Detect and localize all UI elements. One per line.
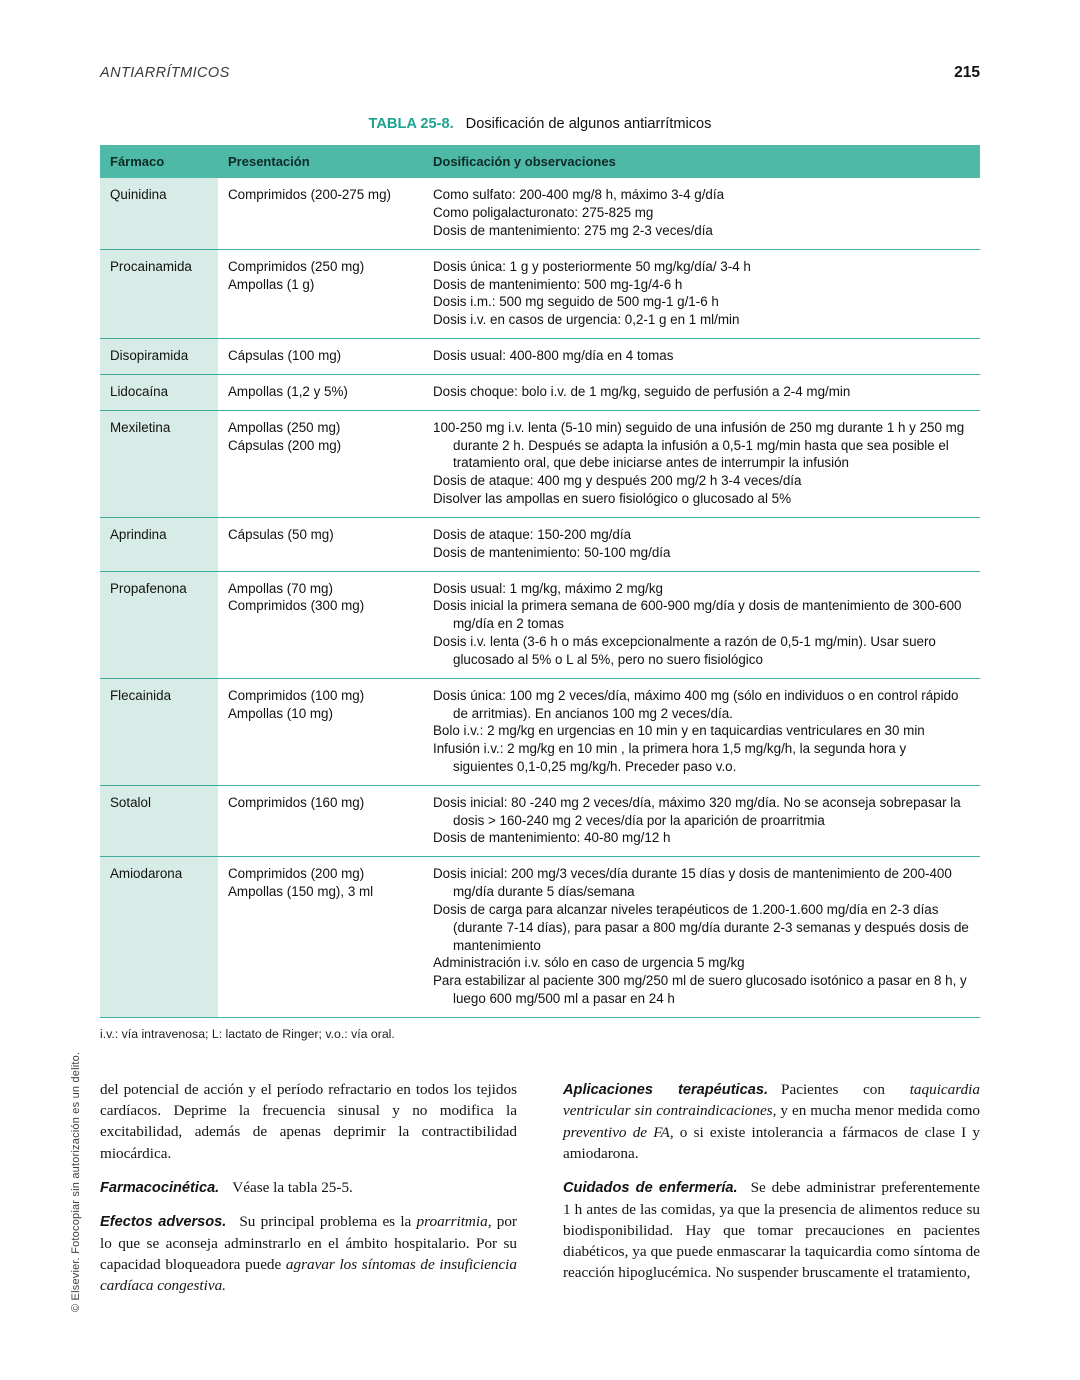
running-title: ANTIARRÍTMICOS [100, 65, 230, 81]
dosage-table [100, 145, 980, 1018]
dosage-line: Como sulfato: 200-400 mg/8 h, máximo 3-4 g/día [433, 187, 725, 203]
drug-name-cell: Sotalol [100, 785, 218, 856]
table-caption [100, 116, 980, 132]
presentation-line: Comprimidos (250 mg) [228, 258, 365, 274]
dosage-line: Administración i.v. sólo en caso de urgencia 5 mg/kg [433, 955, 745, 971]
dosage-line: Dosis de mantenimiento: 40-80 mg/12 h [433, 830, 671, 846]
italic-text: agravar los síntomas de insuficiencia cardíaca congestiva. [100, 1256, 517, 1295]
body-text-segment: y en mucha menor medida como [776, 1102, 981, 1120]
presentation-cell [218, 374, 423, 410]
dosage-line: Infusión i.v.: 2 mg/kg en 10 min , la primera hora 1,5 mg/kg/h, la segunda hora y siguientes 0,1-0,25 mg/kg/h. Preceder paso v.o. [433, 741, 907, 774]
dosage-line: Dosis inicial: 200 mg/3 veces/día durante 15 días y dosis de mantenimiento de 200-400 mg/día durante 5 días/semana [433, 866, 952, 900]
presentation-line: Ampollas (150 mg), 3 ml [228, 884, 374, 900]
dosage-line: Dosis usual: 400-800 mg/día en 4 tomas [433, 348, 674, 364]
body-text-segment: Véase la tabla 25-5. [232, 1179, 353, 1197]
table-row [100, 857, 980, 1018]
dosage-line: Dosis de mantenimiento: 500 mg-1g/4-6 h [433, 276, 683, 292]
dosage-cell [423, 178, 980, 249]
dosage-line: Dosis de mantenimiento: 50-100 mg/día [433, 544, 671, 560]
presentation-cell [218, 678, 423, 785]
drug-name-cell: Flecainida [100, 678, 218, 785]
presentation-cell [218, 339, 423, 375]
column-header-presentacion: Presentación [218, 145, 423, 178]
dosage-line: Dosis de ataque: 150-200 mg/día [433, 526, 632, 542]
table-header [100, 145, 980, 178]
page-header [100, 64, 980, 82]
column-header-dosificacion: Dosificación y observaciones [423, 145, 980, 178]
presentation-line: Comprimidos (200-275 mg) [228, 187, 391, 203]
table-label: TABLA 25-8. [368, 116, 454, 132]
dosage-line: Dosis inicial la primera semana de 600-900 mg/día y dosis de mantenimiento de 300-600 mg/día en 2 tomas [433, 598, 962, 632]
presentation-line: Ampollas (1,2 y 5%) [228, 383, 348, 399]
column-header-farmaco: Fármaco [100, 145, 218, 178]
paragraph [100, 1079, 517, 1164]
presentation-cell [218, 785, 423, 856]
table-row [100, 517, 980, 571]
paragraph [563, 1079, 980, 1164]
dosage-line: Dosis usual: 1 mg/kg, máximo 2 mg/kg [433, 580, 663, 596]
body-text-segment: Se debe administrar preferentemente 1 h antes de las comidas, ya que la presencia de alimentos reduce su biodisponibilidad. Hay que tomar precauciones en pacientes diabéticos, ya que puede enmascarar la taquicardia como síntoma de reacción hipoglucémica. No suspender bruscamente el tratamiento, [563, 1179, 980, 1282]
table-row [100, 785, 980, 856]
italic-text: proarritmia, [416, 1213, 492, 1231]
table-body [100, 178, 980, 1017]
paragraph [100, 1177, 517, 1198]
drug-name-cell: Disopiramida [100, 339, 218, 375]
table-row [100, 678, 980, 785]
table-row [100, 178, 980, 249]
table-row [100, 410, 980, 517]
table-row [100, 571, 980, 678]
body-text-segment: o si existe intolerancia a fármacos de clase I y amiodarona. [563, 1123, 980, 1162]
presentation-line: Comprimidos (100 mg) [228, 687, 365, 703]
presentation-line: Comprimidos (200 mg) [228, 866, 365, 882]
body-text-segment: del potencial de acción y el período refractario en todos los tejidos cardíacos. Deprime la frecuencia sinusal y no modifica la excitabilidad, además de apenas deprimir la contractibilidad miocárdica. [100, 1080, 517, 1162]
presentation-cell [218, 249, 423, 338]
presentation-line: Comprimidos (300 mg) [228, 598, 365, 614]
paragraph [563, 1177, 980, 1284]
dosage-cell [423, 785, 980, 856]
dosage-cell [423, 571, 980, 678]
dosage-line: Como poligalacturonato: 275-825 mg [433, 205, 654, 221]
body-text [100, 1079, 980, 1310]
dosage-line: Bolo i.v.: 2 mg/kg en urgencias en 10 min y en taquicardias ventriculares en 30 min [433, 723, 925, 739]
dosage-line: Dosis de ataque: 400 mg y después 200 mg/2 h 3-4 veces/día [433, 473, 802, 489]
dosage-line: Disolver las ampollas en suero fisiológico o glucosado al 5% [433, 491, 792, 507]
drug-name-cell: Procainamida [100, 249, 218, 338]
presentation-cell [218, 857, 423, 1018]
dosage-line: Dosis de mantenimiento: 275 mg 2-3 veces/día [433, 222, 713, 238]
dosage-cell [423, 339, 980, 375]
dosage-cell [423, 249, 980, 338]
presentation-cell [218, 517, 423, 571]
presentation-cell [218, 410, 423, 517]
dosage-cell [423, 517, 980, 571]
drug-name-cell: Quinidina [100, 178, 218, 249]
dosage-line: Dosis de carga para alcanzar niveles terapéuticos de 1.200-1.600 mg/día en 2-3 días (durante 7-14 días), para pasar a 800 mg/día durante 2-3 semanas y después dosis de mantenimiento [433, 901, 969, 953]
presentation-line: Cápsulas (200 mg) [228, 437, 342, 453]
presentation-cell [218, 571, 423, 678]
drug-name-cell: Lidocaína [100, 374, 218, 410]
presentation-line: Cápsulas (100 mg) [228, 348, 342, 364]
dosage-cell [423, 857, 980, 1018]
table-footnote: i.v.: vía intravenosa; L: lactato de Ringer; v.o.: vía oral. [100, 1026, 395, 1041]
dosage-line: Dosis i.m.: 500 mg seguido de 500 mg-1 g/1-6 h [433, 294, 719, 310]
dosage-line: Dosis i.v. lenta (3-6 h o más excepcionalmente a razón de 0,5-1 mg/min). Usar suero glucosado al 5% o L al 5%, pero no suero fisiológico [433, 634, 936, 667]
paragraph-heading: Cuidados de enfermería. [563, 1180, 738, 1197]
dosage-line: 100-250 mg i.v. lenta (5-10 min) seguido de una infusión de 250 mg durante 1 h y 250 mg durante 2 h. Después se adapta la infusión a 0,5-1 mg/min hasta que sea posible el tratamiento oral, que debe iniciarse antes de interrumpir la infusión [433, 419, 965, 471]
presentation-line: Cápsulas (50 mg) [228, 526, 334, 542]
presentation-line: Ampollas (10 mg) [228, 705, 333, 721]
table-title-text: Dosificación de algunos antiarrítmicos [465, 116, 712, 132]
dosage-line: Dosis choque: bolo i.v. de 1 mg/kg, seguido de perfusión a 2-4 mg/min [433, 383, 851, 399]
body-text-segment: Pacientes con [781, 1080, 910, 1098]
dosage-cell [423, 374, 980, 410]
presentation-cell [218, 178, 423, 249]
drug-name-cell: Amiodarona [100, 857, 218, 1018]
drug-name-cell: Mexiletina [100, 410, 218, 517]
dosage-line: Dosis i.v. en casos de urgencia: 0,2-1 g en 1 ml/min [433, 312, 740, 328]
dosage-cell [423, 410, 980, 517]
dosage-line: Para estabilizar al paciente 300 mg/250 ml de suero glucosado isotónico a pasar en 8 h, y luego 600 mg/500 ml a pasar en 24 h [433, 973, 967, 1007]
table-row [100, 374, 980, 410]
drug-name-cell: Aprindina [100, 517, 218, 571]
italic-text: preventivo de FA, [563, 1123, 674, 1141]
paragraph [100, 1211, 517, 1296]
italic-text: taquicardia ventricular sin contraindicaciones, [563, 1080, 980, 1120]
presentation-line: Ampollas (1 g) [228, 276, 315, 292]
right-column [563, 1079, 980, 1310]
copyright-sidebar-note: © Elsevier. Fotocopiar sin autorización es un delito. [70, 1051, 82, 1312]
dosage-line: Dosis única: 1 g y posteriormente 50 mg/kg/día/ 3-4 h [433, 258, 751, 274]
page-number: 215 [954, 64, 980, 81]
paragraph-heading: Efectos adversos. [100, 1214, 227, 1231]
table-row [100, 249, 980, 338]
body-text-segment: por lo que se aconseja adminstrarlo en el ámbito hospitalario. Por su capacidad bloqueadora puede [100, 1213, 517, 1274]
left-column [100, 1079, 517, 1310]
paragraph-heading: Farmacocinética. [100, 1180, 220, 1197]
table-row [100, 339, 980, 375]
presentation-line: Comprimidos (160 mg) [228, 794, 365, 810]
dosage-line: Dosis inicial: 80 -240 mg 2 veces/día, máximo 320 mg/día. No se aconseja sobrepasar la dosis > 160-240 mg 2 veces/día por la aparición de proarritmia [433, 794, 961, 828]
dosage-line: Dosis única: 100 mg 2 veces/día, máximo 400 mg (sólo en individuos o en control rápido de arritmias). En ancianos 100 mg 2 veces/día. [433, 687, 959, 721]
drug-name-cell: Propafenona [100, 571, 218, 678]
paragraph-heading: Aplicaciones terapéuticas. [563, 1081, 769, 1098]
presentation-line: Ampollas (250 mg) [228, 419, 341, 435]
dosage-cell [423, 678, 980, 785]
presentation-line: Ampollas (70 mg) [228, 580, 333, 596]
body-text-segment: Su principal problema es la [239, 1213, 417, 1231]
